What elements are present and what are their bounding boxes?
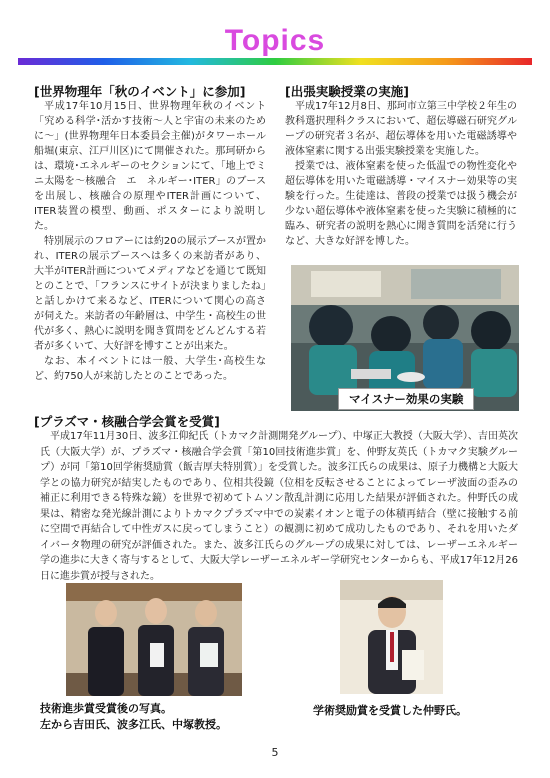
award-group-photo (66, 583, 242, 696)
section2-body (285, 99, 517, 249)
section3-paragraph-1: 平成17年11月30日、波多江仰紀氏（トカマク計測開発グループ）、中塚正大教授（大阪大学）、吉田英次氏（大阪大学）が、プラズマ・核融合学会賞「第10回技術進歩賞」を、仲野友英氏（トカマク実験グループ）が同「第10回学術奨励賞（飯吉厚夫特別賞）」を受賞した。波多江氏らの成果は、原子力機構と大阪大学との協力研究が結実したものであり、位相共役鏡（位相を反転させることによってレーザ波面の歪みの補正に利用できる特殊な鏡）を世界で初めてトムソン散乱計測に応用した結果が評価された。仲野氏の成果は、精密な発光線計測によりトカマクプラズマ中での炭素イオンと電子の体積再結合（壁に接触する前に空間で再結合して中性ガスに戻ってしまうこと）の観測に初めて成功したものであり、それを用いたダイバータ物理の研究が評価された。また、波多江氏らのグループの成果に対しては、レーザーエネルギー学の進歩に大きく寄与するとして、大阪大学レーザーエネルギー学研究センターからも、平成17年12月26日に進歩賞が授与された。 (40, 431, 518, 582)
section1-heading: [世界物理年「秋のイベント」に参加] (34, 84, 246, 99)
section2-heading: [出張実験授業の実施] (285, 84, 409, 99)
award-group-caption-line-2: 左から吉田氏、波多江氏、中塚教授。 (40, 718, 227, 731)
page-title: Topics (224, 24, 326, 57)
award-group-caption (40, 701, 227, 733)
nakano-award-photo (340, 580, 443, 694)
section3-body (40, 429, 518, 584)
section2-paragraph-1: 平成17年12月8日、那珂市立第三中学校２年生の教科選択理科クラスにおいて、超伝導磁石研究グループの研究者３名が、超伝導体を用いた電磁誘導や液体窒素に関する出張実験授業を実施した。 (285, 101, 517, 157)
rainbow-divider (18, 58, 532, 65)
section2-paragraph-2: 授業では、液体窒素を使った低温での物性変化や超伝導体を用いた電磁誘導・マイスナー効果等の実験を行った。生徒達は、普段の授業では扱う機会が少ない超伝導体や液体窒素を使った実験に積極的に臨み、研究者の説明を熱心に聞き質問を活発に行うなど、大きな好評を博した。 (285, 161, 517, 247)
award-group-illustration (66, 583, 242, 696)
nakano-award-caption: 学術奨励賞を受賞した仲野氏。 (313, 704, 467, 717)
page-number: 5 (271, 746, 279, 759)
section3-heading: [プラズマ・核融合学会賞を受賞] (34, 414, 220, 429)
section1-paragraph-2: 特別展示のフロアーには約20の展示ブースが置かれ、ITERの展示ブースへは多くの来訪者があり、大半がITER計画についてメディアなどを通じて既知とのことで、「フランスにサイトが決まりましたね」と話しかけて来るなど、ITERについて関心の高さが伺えた。来訪者の年齢層は、中学生・高校生の世代が多く、熱心に説明を聞き質問をどんどんする若者が多くいて、大好評を博すことが出来た。 (34, 236, 266, 352)
award-group-caption-line-1: 技術進歩賞受賞後の写真。 (40, 702, 172, 715)
section1-paragraph-1: 平成17年10月15日、世界物理年秋のイベント「究める科学･活かす技術～人と宇宙の未来のために～」(世界物理年日本委員会主催)がタワーホール船堀(東京、江戸川区)にて開催された。那珂研からは、環境･エネルギーのセクションにて、「地上でミニ太陽を～核融合 エ ネルギー･ITER」のブースを出展し、核融合の原理やITER計画について、ITER装置の模型、動画、ポスターにより説明した。 (34, 101, 266, 232)
nakano-award-illustration (340, 580, 443, 694)
section1-paragraph-3: なお、本イベントには一般、大学生･高校生など、約750人が来訪したとのことであった。 (34, 356, 266, 382)
section2-photo-caption: マイスナー効果の実験 (338, 388, 474, 410)
section1-body (34, 99, 266, 384)
